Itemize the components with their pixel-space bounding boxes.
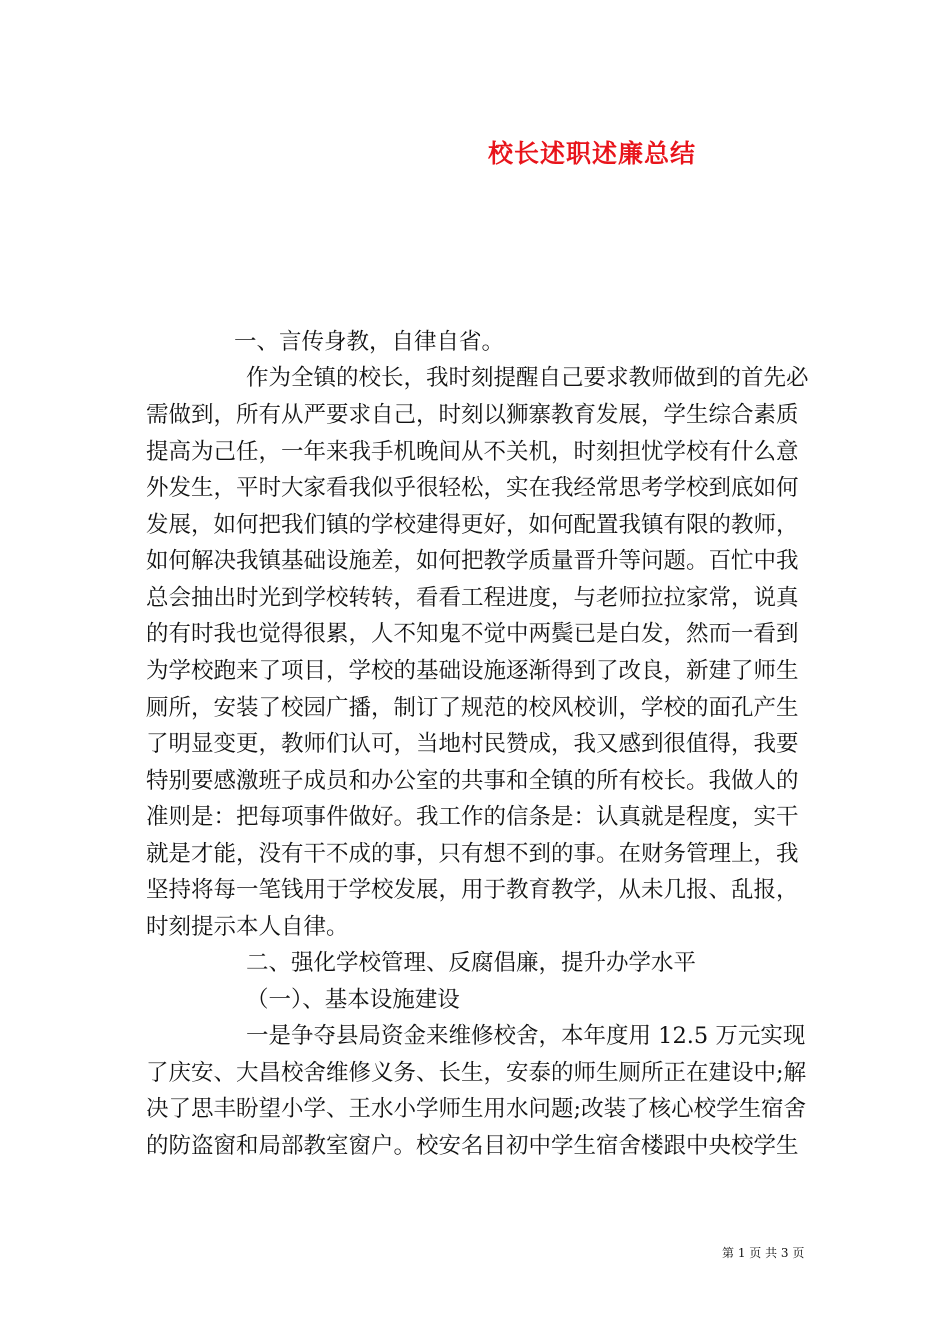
paragraph-line: 准则是：把每项事件做好。我工作的信条是：认真就是程度，实干 bbox=[146, 804, 799, 830]
paragraph-line: 了庆安、大昌校舍维修义务、长生，安泰的师生厕所正在建设中;解 bbox=[146, 1060, 807, 1086]
paragraph-line: 如何解决我镇基础设施差，如何把教学质量晋升等问题。百忙中我 bbox=[146, 548, 799, 574]
page-footer: 第 1 页 共 3 页 bbox=[722, 1246, 805, 1260]
paragraph-line: 的防盗窗和局部教室窗户。校安名目初中学生宿舍楼跟中央校学生 bbox=[146, 1133, 799, 1159]
paragraph-line: 时刻提示本人自律。 bbox=[146, 914, 349, 940]
paragraph-line: 作为全镇的校长，我时刻提醒自己要求教师做到的首先必 bbox=[246, 365, 809, 391]
paragraph-line: 就是才能，没有干不成的事，只有想不到的事。在财务管理上，我 bbox=[146, 841, 799, 867]
section-heading-2: 二、强化学校管理、反腐倡廉，提升办学水平 bbox=[246, 950, 697, 976]
paragraph-line: 了明显变更，教师们认可，当地村民赞成，我又感到很值得，我要 bbox=[146, 731, 799, 757]
paragraph-line: 厕所，安装了校园广播，制订了规范的校风校训，学校的面孔产生 bbox=[146, 695, 799, 721]
paragraph-line: 发展，如何把我们镇的学校建得更好，如何配置我镇有限的教师， bbox=[146, 512, 799, 538]
paragraph-line: 坚持将每一笔钱用于学校发展，用于教育教学，从未几报、乱报， bbox=[146, 877, 799, 903]
document-title: 校长述职述廉总结 bbox=[488, 139, 697, 168]
paragraph-line: 的有时我也觉得很累，人不知鬼不觉中两鬓已是白发，然而一看到 bbox=[146, 621, 799, 647]
paragraph-line: 特别要感激班子成员和办公室的共事和全镇的所有校长。我做人的 bbox=[146, 768, 799, 794]
section-heading-1: 一、言传身教，自律自省。 bbox=[234, 329, 505, 355]
paragraph-line: 决了思丰盼望小学、王水小学师生用水问题;改装了核心校学生宿舍 bbox=[146, 1096, 807, 1122]
paragraph-line: 一是争夺县局资金来维修校舍，本年度用 12.5 万元实现 bbox=[246, 1023, 806, 1049]
paragraph-line: 总会抽出时光到学校转转，看看工程进度，与老师拉拉家常，说真 bbox=[146, 585, 799, 611]
subsection-heading: （一）、基本设施建设 bbox=[246, 987, 460, 1013]
paragraph-line: 提高为己任，一年来我手机晚间从不关机，时刻担忧学校有什么意 bbox=[146, 439, 799, 465]
paragraph-line: 为学校跑来了项目，学校的基础设施逐渐得到了改良，新建了师生 bbox=[146, 658, 799, 684]
paragraph-line: 需做到，所有从严要求自己，时刻以狮寨教育发展，学生综合素质 bbox=[146, 402, 799, 428]
paragraph-line: 外发生，平时大家看我似乎很轻松，实在我经常思考学校到底如何 bbox=[146, 475, 799, 501]
